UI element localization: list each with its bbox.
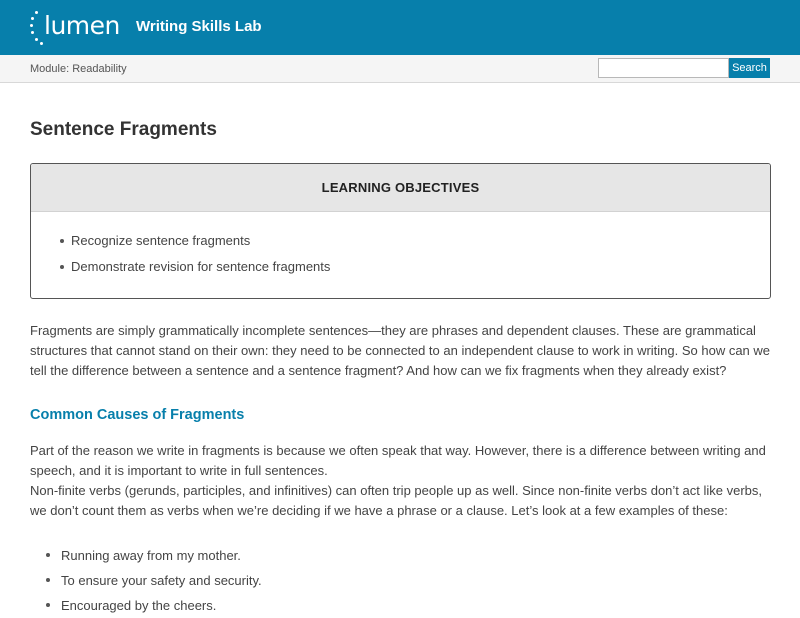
fragment-example-item: To ensure your safety and security. (30, 568, 770, 593)
module-breadcrumb[interactable]: Module: Readability (30, 63, 127, 75)
course-title-link[interactable]: Writing Skills Lab (136, 18, 262, 35)
objective-item: Recognize sentence fragments (71, 228, 770, 254)
fragment-examples-list (30, 543, 770, 618)
search-button[interactable]: Search (729, 58, 770, 78)
learning-objectives-heading: LEARNING OBJECTIVES (321, 180, 480, 195)
fragment-example-item: Encouraged by the cheers. (30, 593, 770, 618)
top-navigation-bar (0, 0, 800, 55)
learning-objectives-header (31, 164, 770, 212)
page-title: Sentence Fragments (30, 119, 217, 140)
fragment-example-item: Running away from my mother. (30, 543, 770, 568)
search-input[interactable] (598, 58, 729, 78)
intro-paragraph: Fragments are simply grammatically incomplete sentences—they are phrases and dependent clauses. These are grammatical structures that cannot stand on their own: they need to be connected to an independent clause to work in writing. So how can we tell the difference between a sentence and a sentence fragment? And how can we fix fragments when they already exist? (30, 323, 771, 378)
learning-objectives-box (30, 163, 771, 299)
causes-paragraph-line-1: Part of the reason we write in fragments is because we often speak that way. However, there is a difference between writing and speech, and it is important to write in full sentences. (30, 443, 766, 478)
logo-dots-icon (30, 11, 44, 45)
section-heading-common-causes: Common Causes of Fragments (30, 407, 245, 423)
lumen-logo[interactable] (30, 11, 120, 45)
causes-paragraph-line-2: Non-finite verbs (gerunds, participles, and infinitives) can often trip people up as well. Since non-finite verbs don’t act like verbs, we don’t count them as verbs when we’re deciding if we have a phrase or a clause. Let’s look at a few examples of these: (30, 483, 762, 518)
module-bar (0, 55, 800, 83)
learning-objectives-list (31, 212, 770, 280)
causes-paragraph (30, 441, 775, 521)
objective-item: Demonstrate revision for sentence fragments (71, 254, 770, 280)
logo-wordmark: lumen (44, 11, 120, 40)
